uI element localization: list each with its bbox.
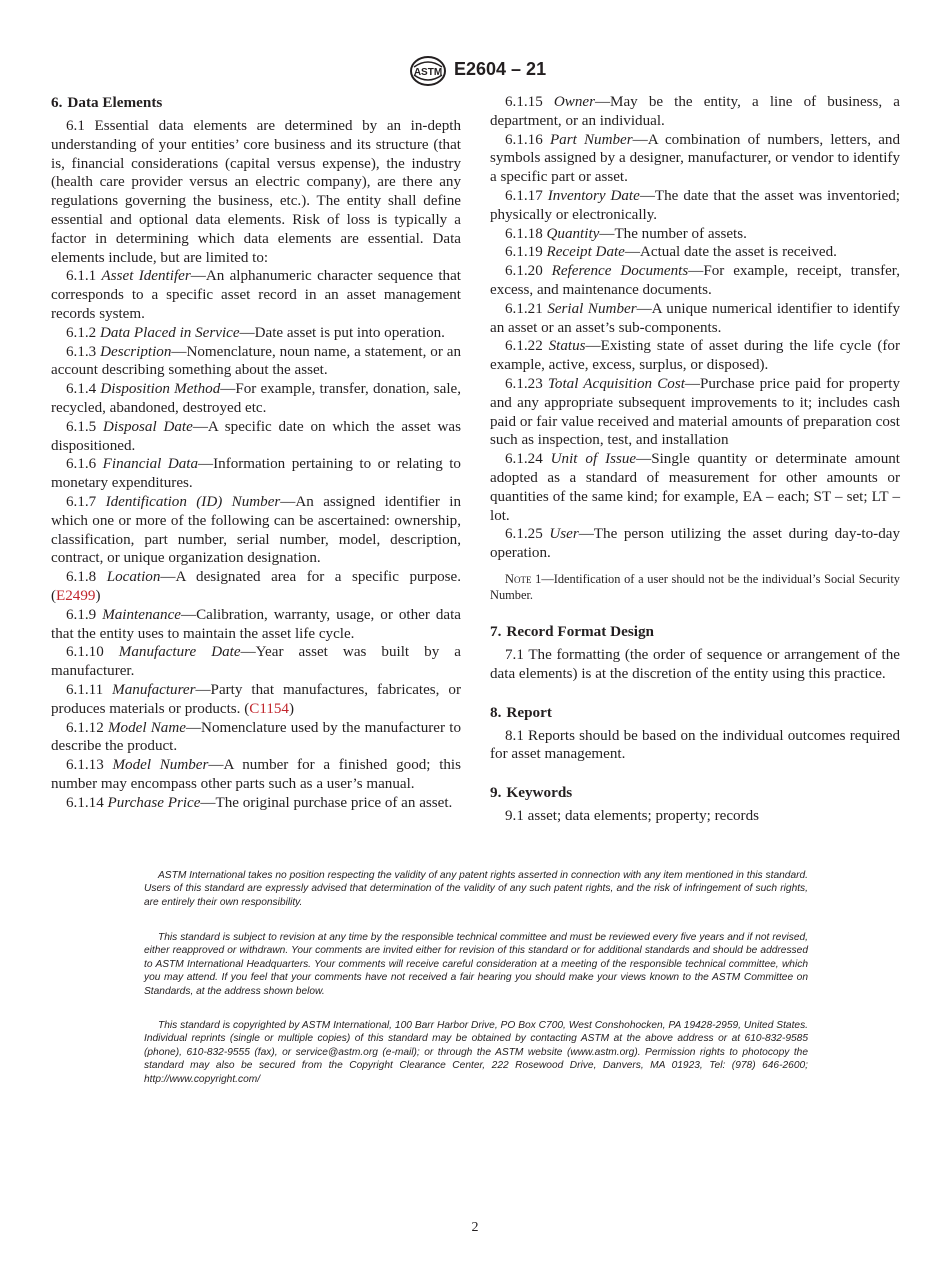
right-column	[490, 93, 900, 826]
item-6-1-1: 6.1.1 Asset Identifer—An alphanumeric character sequence that corresponds to a specific asset record in an asset management records system.	[51, 268, 461, 322]
footer-patent-notice: ASTM International takes no position respecting the validity of any patent rights asserted in connection with any item mentioned in this standard. Users of this standard are expressly advised that determination of the validity of any such patent rights, and the risk of infringement of such rights, are entirely their own responsibility.	[144, 870, 808, 908]
footer-copyright-notice: This standard is copyrighted by ASTM International, 100 Barr Harbor Drive, PO Box C700, West Conshohocken, PA 19428-2959, United States. Individual reprints (single or multiple copies) of this standard may be obtained by contacting ASTM at the above address or at 610-832-9585 (phone), 610-832-9555 (fax), or service@astm.org (e-mail); or through the ASTM website (www.astm.org). Permission rights to photocopy the standard may also be secured from the Copyright Clearance Center, 222 Rosewood Drive, Danvers, MA 01923, Tel: (978) 646-2600; http://www.copyright.com/	[144, 1020, 808, 1085]
section-heading-6: 6. Data Elements	[51, 94, 163, 111]
section-8	[490, 703, 900, 765]
footer-revision-notice: This standard is subject to revision at any time by the responsible technical committee and must be reviewed every five years and if not revised, either reapproved or withdrawn. Your comments are invited either for revision of this standard or for additional standards and should be addressed to ASTM International Headquarters. Your comments will receive careful consideration at a meeting of the responsible technical committee, which you may attend. If you feel that your comments have not received a fair hearing you should make your views known to the ASTM Committee on Standards, at the address shown below.	[144, 932, 808, 997]
item-6-1-16: 6.1.16 Part Number—A combination of numbers, letters, and symbols assigned by a designer, manufacturer, or vendor to identify a specific part or asset.	[490, 131, 900, 186]
section-heading-8: 8. Report	[490, 703, 552, 721]
astm-logo-icon	[409, 55, 447, 87]
document-id: E2604 – 21	[454, 59, 547, 79]
item-6-1-5: 6.1.5 Disposal Date—A specific date on which the asset was dispositioned.	[51, 418, 461, 454]
item-6-1-9: 6.1.9 Maintenance—Calibration, warranty, usage, or other data that the entity uses to maintain the asset life cycle.	[51, 606, 461, 642]
item-6-1-10: 6.1.10 Manufacture Date—Year asset was built by a manufacturer.	[51, 644, 461, 680]
item-6-1-14: 6.1.14 Purchase Price—The original purchase price of an asset.	[66, 794, 453, 811]
item-6-1-2: 6.1.2 Data Placed in Service—Date asset is put into operation.	[66, 324, 445, 341]
item-6-1-20: 6.1.20 Reference Documents—For example, receipt, transfer, excess, and maintenance documents.	[490, 263, 901, 298]
note-1: Note 1—Identification of a user should not be the individual’s Social Security Number.	[490, 571, 900, 602]
page-header	[0, 55, 950, 89]
item-6-1-12: 6.1.12 Model Name—Nomenclature used by the manufacturer to describe the product.	[51, 719, 461, 755]
item-6-1-23: 6.1.23 Total Acquisition Cost—Purchase price paid for property and any appropriate subsequent improvements to it; includes cash paid or fair value received and material amounts of preparation cost such as inspection, test, and installation	[490, 375, 901, 449]
section-9	[490, 783, 900, 826]
item-6-1-24: 6.1.24 Unit of Issue—Single quantity or determinate amount adopted as a standard of measurement for other amounts or quantities of the same kind; for example, EA – each; ST – set; LT – lot.	[490, 451, 900, 524]
paragraph-9-1: 9.1 asset; data elements; property; records	[505, 808, 760, 825]
left-column	[51, 93, 461, 812]
item-6-1-17: 6.1.17 Inventory Date—The date that the asset was inventoried; physically or electronically.	[490, 187, 900, 223]
svg-text:ASTM: ASTM	[413, 67, 443, 78]
section-heading-7: 7. Record Format Design	[490, 622, 655, 640]
paragraph-8-1: 8.1 Reports should be based on the individual outcomes required for asset management.	[490, 727, 900, 763]
item-6-1-8: 6.1.8 Location—A designated area for a specific purpose. (E2499)	[51, 569, 462, 604]
reference-link-e2499[interactable]: E2499	[56, 587, 96, 604]
item-6-1-15: 6.1.15 Owner—May be the entity, a line of business, a department, or an individual.	[490, 94, 900, 129]
item-6-1-6: 6.1.6 Financial Data—Information pertaining to or relating to monetary expenditures.	[51, 456, 461, 492]
section-heading-9: 9. Keywords	[490, 784, 573, 802]
reference-link-c1154[interactable]: C1154	[249, 700, 289, 717]
item-6-1-25: 6.1.25 User—The person utilizing the asset during day-to-day operation.	[490, 526, 900, 562]
paragraph-6-1: 6.1 Essential data elements are determined by an in-depth understanding of your entities’ core business and its structure (that is, financial considerations (capital versus expense), the industry (health care provider versus an electric company), are there any regulations governing the business, etc.). The entity shall define essential and optional data elements. Risk of loss is typically a factor in determining which data elements are essential. Data elements include, but are limited to:	[51, 118, 461, 266]
page-number: 2	[471, 1220, 479, 1235]
item-6-1-22: 6.1.22 Status—Existing state of asset during the life cycle (for example, active, excess, surplus, or disposed).	[490, 338, 900, 374]
item-6-1-13: 6.1.13 Model Number—A number for a finished good; this number may encompass other parts such as a user’s manual.	[51, 757, 461, 792]
item-6-1-18: 6.1.18 Quantity—The number of assets.	[505, 225, 747, 242]
item-6-1-7: 6.1.7 Identification (ID) Number—An assigned identifier in which one or more of the following can be ascertained: ownership, classification, part number, serial number, model, description, contract, or unique organization designation.	[51, 493, 462, 567]
paragraph-7-1: 7.1 The formatting (the order of sequence or arrangement of the data elements) is at the discretion of the entity using this practice.	[490, 646, 900, 682]
item-6-1-19: 6.1.19 Receipt Date—Actual date the asset is received.	[505, 244, 837, 261]
item-6-1-21: 6.1.21 Serial Number—A unique numerical identifier to identify an asset or an asset’s sub-components.	[490, 300, 901, 336]
item-6-1-3: 6.1.3 Description—Nomenclature, noun name, a statement, or an account describing something about the asset.	[51, 343, 461, 379]
section-7	[490, 622, 900, 684]
item-6-1-4: 6.1.4 Disposition Method—For example, transfer, donation, sale, recycled, abandoned, destroyed etc.	[51, 381, 461, 416]
item-6-1-11: 6.1.11 Manufacturer—Party that manufactures, fabricates, or produces materials or products. (C1154)	[51, 681, 461, 717]
